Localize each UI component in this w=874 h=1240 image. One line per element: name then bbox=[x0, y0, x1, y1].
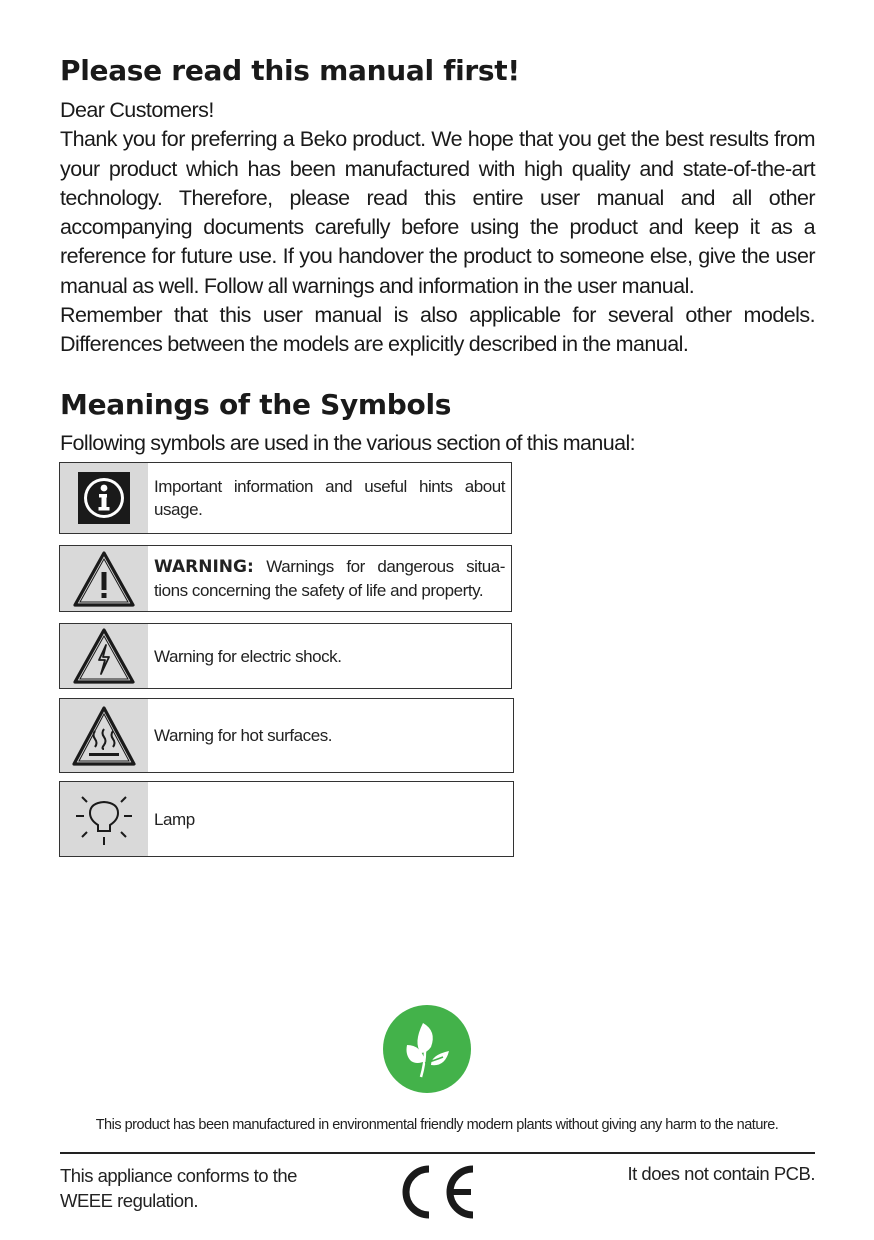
intro-paragraph-2: Remember that this user manual is also applicable for several other models. Differences between the models are explicitly described in the manual. bbox=[60, 303, 815, 357]
page-title: Please read this manual first! bbox=[60, 54, 520, 87]
warning-icon bbox=[60, 546, 148, 611]
symbol-text: Warning for electric shock. bbox=[154, 646, 342, 666]
symbol-row-hot-surface bbox=[59, 698, 514, 773]
ce-mark-icon bbox=[396, 1163, 478, 1226]
symbol-row-lamp bbox=[59, 781, 514, 857]
hot-surface-icon bbox=[60, 699, 148, 772]
symbol-text: Lamp bbox=[154, 809, 195, 829]
intro-text bbox=[60, 96, 815, 360]
electric-shock-icon bbox=[60, 624, 148, 688]
symbol-row-warning bbox=[59, 545, 512, 612]
intro-paragraph-1: Thank you for preferring a Beko product. We hope that you get the best results from your product which has been manufactured with high quality and state-of-the-art technology. Therefore, please read this entire user manual and all other accompanying documents carefully before using the product and keep it as a reference for future use. If you handover the product to someone else, give the user manual as well. Follow all warnings and information in the user manual. bbox=[60, 127, 815, 298]
pcb-note: It does not contain PCB. bbox=[627, 1163, 815, 1184]
symbol-row-electric-shock bbox=[59, 623, 512, 689]
weee-note bbox=[60, 1163, 300, 1213]
symbols-intro: Following symbols are used in the various section of this manual: bbox=[60, 431, 636, 455]
footer-divider bbox=[60, 1152, 815, 1154]
symbol-text: Warning for hot surfaces. bbox=[154, 726, 333, 745]
symbols-heading: Meanings of the Symbols bbox=[60, 388, 452, 421]
warning-label: WARNING: bbox=[154, 557, 254, 577]
symbol-text: Important information and useful hints about usage. bbox=[154, 477, 505, 519]
weee-text: This appliance conforms to the WEEE regulation. bbox=[60, 1165, 297, 1211]
lamp-icon bbox=[60, 782, 148, 856]
info-icon bbox=[60, 463, 148, 533]
eco-note: This product has been manufactured in environmental friendly modern plants without giving any harm to the nature. bbox=[95, 1117, 779, 1133]
symbol-text: Warnings for dangerous situa-tions concerning the safety of life and property. bbox=[154, 557, 505, 600]
greeting: Dear Customers! bbox=[60, 98, 214, 122]
eco-leaf-icon bbox=[383, 1005, 471, 1093]
symbol-row-info bbox=[59, 462, 512, 534]
